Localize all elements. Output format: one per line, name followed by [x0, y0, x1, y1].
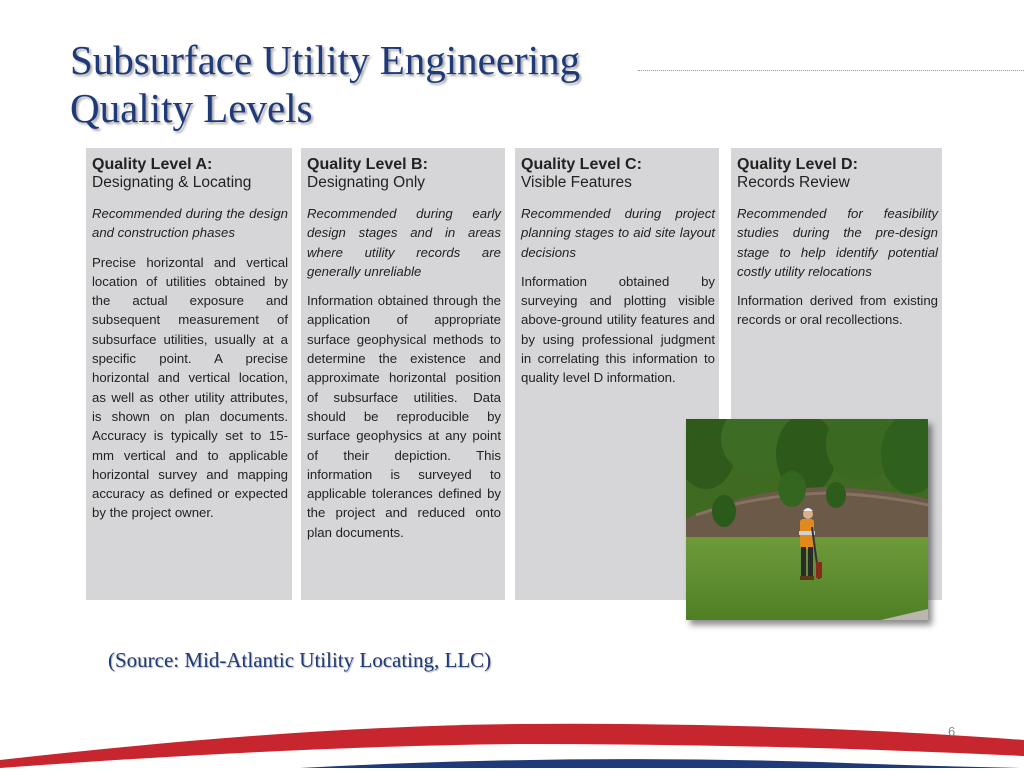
quality-level-b-card: [301, 148, 505, 600]
card-description: Information obtained by surveying and plotting visible above-ground utility features and by using professional judgment in correlating this information to quality level D information.: [521, 273, 715, 386]
title-dotted-rule: [638, 70, 1024, 71]
card-recommendation: Recommended during early design stages and in areas where utility records are generally unreliable: [307, 206, 501, 279]
slide-title-line-2: Quality Levels: [70, 85, 313, 131]
card-description: Information obtained through the application of appropriate surface geophysical methods to determine the existence and approximate horizontal position of subsurface utilities. Data should be reproducible by surface geophysics at any point of their depiction. This information is surveyed to applicable tolerances defined by the project and reduced onto plan documents.: [307, 293, 501, 540]
slide-title: [70, 36, 580, 132]
card-subtitle: Designating Only: [307, 174, 426, 191]
card-description: Precise horizontal and vertical location of utilities obtained by the actual exposure and subsequent measurement of subsurface utilities, usually at a specific point. A precise horizontal and vertical location, as well as other utility attributes, is shown on plan documents. Accuracy is typically set to 15-mm vertical and to applicable horizontal survey and mapping accuracy as defined or expected by the project owner.: [92, 254, 288, 521]
page-number: 6: [948, 724, 956, 739]
card-recommendation: Recommended for feasibility studies during the pre-design stage to help identify potential costly utility relocations: [737, 206, 938, 279]
field-locating-photo: [686, 419, 928, 620]
source-citation: (Source: Mid-Atlantic Utility Locating, LLC): [108, 648, 492, 672]
slide-title-line-1: Subsurface Utility Engineering: [70, 37, 581, 83]
card-level-heading: Quality Level B:: [307, 156, 428, 173]
card-recommendation: Recommended during the design and construction phases: [92, 206, 288, 241]
card-subtitle: Records Review: [737, 174, 850, 191]
card-level-heading: Quality Level C:: [521, 156, 642, 173]
card-description: Information derived from existing records or oral recollections.: [737, 293, 938, 328]
card-level-heading: Quality Level D:: [737, 156, 858, 173]
quality-level-a-card: [86, 148, 292, 600]
card-level-heading: Quality Level A:: [92, 156, 213, 173]
card-subtitle: Designating & Locating: [92, 174, 252, 191]
card-recommendation: Recommended during project planning stages to aid site layout decisions: [521, 206, 715, 260]
footer-swoosh: [0, 716, 1024, 768]
card-subtitle: Visible Features: [521, 174, 632, 191]
